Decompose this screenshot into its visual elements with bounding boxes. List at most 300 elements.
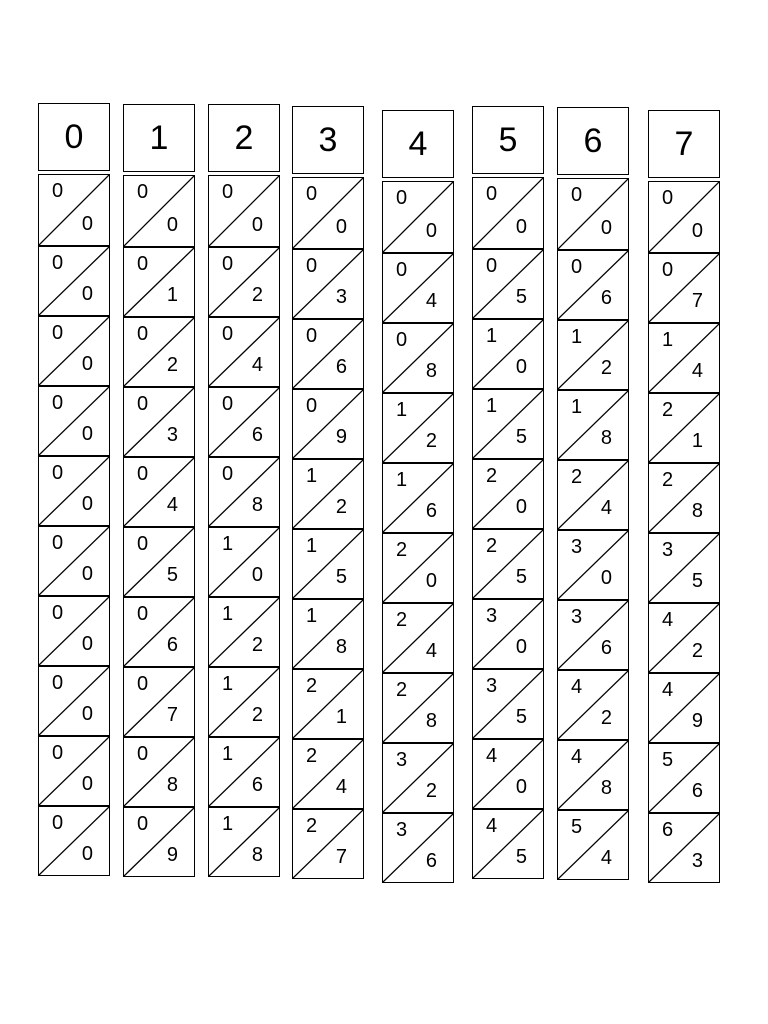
tens-digit: 3 <box>486 605 498 627</box>
tens-digit: 0 <box>52 742 64 764</box>
tens-digit: 0 <box>222 463 234 485</box>
tens-digit: 3 <box>396 749 408 771</box>
diagonal-divider <box>649 604 719 672</box>
rod-cells <box>472 177 544 879</box>
diagonal-divider <box>124 458 194 526</box>
tens-digit: 1 <box>222 743 234 765</box>
product-cell <box>558 669 628 739</box>
diagonal-divider <box>473 390 543 458</box>
ones-digit: 0 <box>81 633 93 655</box>
diagonal-divider <box>558 321 628 389</box>
product-cell <box>124 736 194 806</box>
product-cell <box>293 668 363 738</box>
rod-header: 2 <box>208 104 280 172</box>
ones-digit: 0 <box>81 213 93 235</box>
rod-6 <box>557 107 629 880</box>
ones-digit: 7 <box>691 290 703 312</box>
product-cell <box>39 735 109 805</box>
diagonal-divider <box>383 394 453 462</box>
product-cell <box>473 248 543 318</box>
ones-digit: 5 <box>166 564 178 586</box>
tens-digit: 2 <box>486 465 498 487</box>
diagonal-divider <box>293 530 363 598</box>
product-cell <box>293 738 363 808</box>
diagonal-divider <box>383 464 453 532</box>
ones-digit: 0 <box>600 217 612 239</box>
ones-digit: 0 <box>691 220 703 242</box>
product-cell <box>383 462 453 532</box>
diagonal-divider <box>558 461 628 529</box>
tens-digit: 2 <box>306 675 318 697</box>
diagonal-divider <box>649 464 719 532</box>
rod-header: 5 <box>472 106 544 174</box>
ones-digit: 2 <box>691 640 703 662</box>
ones-digit: 2 <box>425 430 437 452</box>
tens-digit: 0 <box>396 329 408 351</box>
product-cell <box>209 176 279 246</box>
tens-digit: 0 <box>571 256 583 278</box>
diagonal-divider <box>473 740 543 808</box>
product-cell <box>558 179 628 249</box>
ones-digit: 5 <box>515 426 527 448</box>
diagonal-divider <box>383 324 453 392</box>
ones-digit: 0 <box>81 843 93 865</box>
ones-digit: 0 <box>81 353 93 375</box>
product-cell <box>649 742 719 812</box>
tens-digit: 0 <box>222 253 234 275</box>
product-cell <box>649 672 719 742</box>
product-cell <box>39 595 109 665</box>
diagonal-divider <box>473 530 543 598</box>
ones-digit: 8 <box>251 494 263 516</box>
product-cell <box>649 252 719 322</box>
ones-digit: 3 <box>335 286 347 308</box>
product-cell <box>209 666 279 736</box>
tens-digit: 0 <box>52 392 64 414</box>
tens-digit: 0 <box>396 187 408 209</box>
tens-digit: 0 <box>52 322 64 344</box>
diagonal-divider <box>293 670 363 738</box>
ones-digit: 9 <box>691 710 703 732</box>
product-cell <box>209 806 279 876</box>
diagonal-divider <box>473 320 543 388</box>
product-cell <box>473 318 543 388</box>
tens-digit: 0 <box>52 252 64 274</box>
diagonal-divider <box>293 250 363 318</box>
rod-cells <box>292 177 364 879</box>
diagonal-divider <box>383 534 453 602</box>
ones-digit: 8 <box>691 500 703 522</box>
ones-digit: 3 <box>166 424 178 446</box>
product-cell <box>649 812 719 882</box>
tens-digit: 5 <box>571 816 583 838</box>
rod-header: 0 <box>38 103 110 171</box>
ones-digit: 6 <box>251 424 263 446</box>
ones-digit: 6 <box>335 356 347 378</box>
tens-digit: 0 <box>306 183 318 205</box>
product-cell <box>558 529 628 599</box>
ones-digit: 0 <box>251 564 263 586</box>
tens-digit: 0 <box>137 813 149 835</box>
ones-digit: 2 <box>166 354 178 376</box>
tens-digit: 2 <box>486 535 498 557</box>
product-cell <box>39 805 109 875</box>
rod-header: 7 <box>648 110 720 178</box>
rod-header: 1 <box>123 104 195 172</box>
product-cell <box>473 388 543 458</box>
product-cell <box>558 739 628 809</box>
diagonal-divider <box>649 674 719 742</box>
diagonal-divider <box>209 808 279 876</box>
diagonal-divider <box>209 248 279 316</box>
product-cell <box>649 602 719 672</box>
rod-2 <box>208 104 280 877</box>
diagonal-divider <box>558 601 628 669</box>
ones-digit: 0 <box>81 423 93 445</box>
tens-digit: 0 <box>396 259 408 281</box>
rod-7 <box>648 110 720 883</box>
diagonal-divider <box>473 178 543 248</box>
tens-digit: 4 <box>662 609 674 631</box>
ones-digit: 5 <box>691 570 703 592</box>
product-cell <box>39 315 109 385</box>
tens-digit: 2 <box>306 815 318 837</box>
ones-digit: 6 <box>425 850 437 872</box>
tens-digit: 2 <box>662 399 674 421</box>
tens-digit: 0 <box>571 184 583 206</box>
tens-digit: 1 <box>396 469 408 491</box>
ones-digit: 8 <box>425 710 437 732</box>
tens-digit: 3 <box>396 819 408 841</box>
product-cell <box>124 456 194 526</box>
diagonal-divider <box>649 744 719 812</box>
product-cell <box>383 602 453 672</box>
tens-digit: 2 <box>396 679 408 701</box>
tens-digit: 1 <box>306 535 318 557</box>
ones-digit: 4 <box>425 640 437 662</box>
product-cell <box>473 668 543 738</box>
tens-digit: 6 <box>662 819 674 841</box>
ones-digit: 0 <box>425 220 437 242</box>
diagonal-divider <box>649 182 719 252</box>
diagonal-divider <box>473 670 543 738</box>
ones-digit: 5 <box>515 846 527 868</box>
diagonal-divider <box>558 671 628 739</box>
tens-digit: 1 <box>662 329 674 351</box>
product-cell <box>473 178 543 248</box>
product-cell <box>383 182 453 252</box>
tens-digit: 0 <box>137 533 149 555</box>
rod-1 <box>123 104 195 877</box>
ones-digit: 4 <box>600 497 612 519</box>
ones-digit: 0 <box>515 216 527 238</box>
product-cell <box>293 318 363 388</box>
ones-digit: 0 <box>335 216 347 238</box>
diagonal-divider <box>124 176 194 246</box>
product-cell <box>209 736 279 806</box>
product-cell <box>39 455 109 525</box>
diagonal-divider <box>39 457 109 525</box>
diagonal-divider <box>383 814 453 882</box>
tens-digit: 0 <box>306 325 318 347</box>
diagonal-divider <box>39 667 109 735</box>
tens-digit: 3 <box>486 675 498 697</box>
product-cell <box>39 665 109 735</box>
ones-digit: 2 <box>600 357 612 379</box>
ones-digit: 2 <box>600 707 612 729</box>
tens-digit: 4 <box>571 746 583 768</box>
tens-digit: 2 <box>571 466 583 488</box>
product-cell <box>558 249 628 319</box>
product-cell <box>124 316 194 386</box>
diagonal-divider <box>124 598 194 666</box>
tens-digit: 3 <box>662 539 674 561</box>
tens-digit: 0 <box>52 602 64 624</box>
diagonal-divider <box>209 388 279 456</box>
tens-digit: 1 <box>306 465 318 487</box>
tens-digit: 0 <box>306 395 318 417</box>
tens-digit: 0 <box>486 255 498 277</box>
ones-digit: 0 <box>425 570 437 592</box>
diagonal-divider <box>39 247 109 315</box>
ones-digit: 0 <box>81 563 93 585</box>
ones-digit: 5 <box>515 566 527 588</box>
tens-digit: 0 <box>137 673 149 695</box>
diagonal-divider <box>558 179 628 249</box>
ones-digit: 4 <box>251 354 263 376</box>
diagonal-divider <box>293 740 363 808</box>
product-cell <box>473 528 543 598</box>
diagonal-divider <box>209 318 279 386</box>
tens-digit: 1 <box>222 533 234 555</box>
tens-digit: 5 <box>662 749 674 771</box>
tens-digit: 0 <box>222 181 234 203</box>
ones-digit: 8 <box>425 360 437 382</box>
product-cell <box>209 526 279 596</box>
product-cell <box>558 389 628 459</box>
ones-digit: 0 <box>515 636 527 658</box>
tens-digit: 0 <box>137 253 149 275</box>
diagonal-divider <box>39 527 109 595</box>
tens-digit: 0 <box>137 181 149 203</box>
ones-digit: 8 <box>251 844 263 866</box>
tens-digit: 0 <box>222 393 234 415</box>
tens-digit: 1 <box>222 603 234 625</box>
ones-digit: 8 <box>335 636 347 658</box>
rod-cells <box>557 178 629 880</box>
ones-digit: 7 <box>335 846 347 868</box>
product-cell <box>124 246 194 316</box>
ones-digit: 6 <box>425 500 437 522</box>
diagonal-divider <box>649 394 719 462</box>
product-cell <box>383 532 453 602</box>
diagonal-divider <box>124 388 194 456</box>
rod-4 <box>382 110 454 883</box>
diagonal-divider <box>124 528 194 596</box>
rod-cells <box>648 181 720 883</box>
tens-digit: 1 <box>571 326 583 348</box>
ones-digit: 5 <box>515 706 527 728</box>
ones-digit: 2 <box>251 284 263 306</box>
product-cell <box>39 525 109 595</box>
rod-0 <box>38 103 110 876</box>
rod-header: 6 <box>557 107 629 175</box>
product-cell <box>558 459 628 529</box>
tens-digit: 0 <box>137 603 149 625</box>
tens-digit: 0 <box>306 255 318 277</box>
tens-digit: 0 <box>137 743 149 765</box>
diagonal-divider <box>383 182 453 252</box>
diagonal-divider <box>473 810 543 878</box>
tens-digit: 1 <box>486 325 498 347</box>
tens-digit: 4 <box>662 679 674 701</box>
tens-digit: 4 <box>486 745 498 767</box>
product-cell <box>473 598 543 668</box>
product-cell <box>649 182 719 252</box>
ones-digit: 6 <box>251 774 263 796</box>
diagonal-divider <box>209 458 279 526</box>
diagonal-divider <box>558 391 628 459</box>
diagonal-divider <box>39 597 109 665</box>
product-cell <box>383 392 453 462</box>
product-cell <box>383 742 453 812</box>
ones-digit: 6 <box>600 637 612 659</box>
product-cell <box>293 248 363 318</box>
diagonal-divider <box>209 528 279 596</box>
tens-digit: 2 <box>306 745 318 767</box>
ones-digit: 1 <box>166 284 178 306</box>
diagonal-divider <box>124 738 194 806</box>
rod-header: 3 <box>292 106 364 174</box>
tens-digit: 1 <box>306 605 318 627</box>
ones-digit: 0 <box>515 356 527 378</box>
product-cell <box>473 458 543 528</box>
tens-digit: 2 <box>396 539 408 561</box>
diagonal-divider <box>383 674 453 742</box>
product-cell <box>209 316 279 386</box>
diagonal-divider <box>293 320 363 388</box>
diagonal-divider <box>558 741 628 809</box>
ones-digit: 4 <box>335 776 347 798</box>
tens-digit: 0 <box>137 393 149 415</box>
diagonal-divider <box>293 390 363 458</box>
tens-digit: 0 <box>486 183 498 205</box>
diagonal-divider <box>649 814 719 882</box>
diagonal-divider <box>209 598 279 666</box>
ones-digit: 4 <box>425 290 437 312</box>
rod-3 <box>292 106 364 879</box>
rod-header: 4 <box>382 110 454 178</box>
product-cell <box>293 458 363 528</box>
ones-digit: 4 <box>691 360 703 382</box>
product-cell <box>124 526 194 596</box>
diagonal-divider <box>473 600 543 668</box>
ones-digit: 8 <box>166 774 178 796</box>
ones-digit: 0 <box>166 214 178 236</box>
ones-digit: 0 <box>81 493 93 515</box>
diagonal-divider <box>39 175 109 245</box>
diagonal-divider <box>558 811 628 879</box>
ones-digit: 1 <box>691 430 703 452</box>
ones-digit: 0 <box>81 773 93 795</box>
ones-digit: 6 <box>166 634 178 656</box>
product-cell <box>209 386 279 456</box>
product-cell <box>293 388 363 458</box>
ones-digit: 2 <box>251 634 263 656</box>
product-cell <box>39 385 109 455</box>
rod-5 <box>472 106 544 879</box>
product-cell <box>124 386 194 456</box>
tens-digit: 3 <box>571 606 583 628</box>
product-cell <box>209 456 279 526</box>
tens-digit: 1 <box>222 673 234 695</box>
diagonal-divider <box>383 744 453 812</box>
ones-digit: 0 <box>81 703 93 725</box>
tens-digit: 4 <box>486 815 498 837</box>
diagonal-divider <box>649 254 719 322</box>
rod-cells <box>208 175 280 877</box>
product-cell <box>649 532 719 602</box>
diagonal-divider <box>473 460 543 528</box>
product-cell <box>558 319 628 389</box>
diagonal-divider <box>649 534 719 602</box>
ones-digit: 9 <box>335 426 347 448</box>
diagonal-divider <box>293 600 363 668</box>
ones-digit: 4 <box>166 494 178 516</box>
tens-digit: 1 <box>396 399 408 421</box>
product-cell <box>209 596 279 666</box>
product-cell <box>383 672 453 742</box>
tens-digit: 1 <box>222 813 234 835</box>
tens-digit: 0 <box>137 323 149 345</box>
diagonal-divider <box>209 738 279 806</box>
ones-digit: 5 <box>335 566 347 588</box>
product-cell <box>209 246 279 316</box>
diagonal-divider <box>293 460 363 528</box>
tens-digit: 3 <box>571 536 583 558</box>
product-cell <box>473 808 543 878</box>
ones-digit: 0 <box>515 776 527 798</box>
diagonal-divider <box>124 248 194 316</box>
product-cell <box>649 322 719 392</box>
ones-digit: 0 <box>251 214 263 236</box>
ones-digit: 0 <box>600 567 612 589</box>
ones-digit: 8 <box>600 427 612 449</box>
diagonal-divider <box>39 737 109 805</box>
diagonal-divider <box>124 808 194 876</box>
diagonal-divider <box>293 810 363 878</box>
tens-digit: 0 <box>52 462 64 484</box>
diagonal-divider <box>39 317 109 385</box>
tens-digit: 0 <box>662 259 674 281</box>
diagonal-divider <box>293 178 363 248</box>
product-cell <box>649 462 719 532</box>
diagonal-divider <box>209 668 279 736</box>
product-cell <box>558 809 628 879</box>
tens-digit: 1 <box>571 396 583 418</box>
product-cell <box>124 176 194 246</box>
tens-digit: 0 <box>52 180 64 202</box>
product-cell <box>293 808 363 878</box>
diagonal-divider <box>558 531 628 599</box>
product-cell <box>293 598 363 668</box>
product-cell <box>383 322 453 392</box>
diagonal-divider <box>473 250 543 318</box>
product-cell <box>473 738 543 808</box>
ones-digit: 2 <box>425 780 437 802</box>
tens-digit: 2 <box>396 609 408 631</box>
ones-digit: 7 <box>166 704 178 726</box>
